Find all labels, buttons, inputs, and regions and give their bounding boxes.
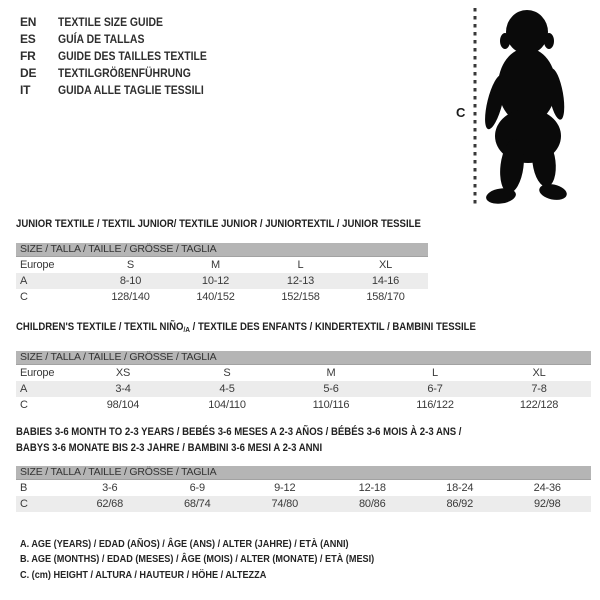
size-header-bar: SIZE / TALLA / TAILLE / GRÖSSE / TAGLIA: [16, 466, 591, 480]
legend-footnotes: [20, 537, 427, 583]
language-label: TEXTILGRÖßENFÜHRUNG: [58, 65, 191, 80]
size-header-bar: SIZE / TALLA / TAILLE / GRÖSSE / TAGLIA: [16, 351, 591, 365]
size-cell: S: [223, 367, 231, 379]
table-row-age: [16, 381, 591, 397]
height-measure-label: C: [456, 105, 466, 120]
table-row-height: [16, 289, 428, 305]
footnote-age-years: A. AGE (YEARS) / EDAD (AÑOS) / ÂGE (ANS) / ALTER (JAHRE) / ETÀ (ANNI): [20, 538, 349, 550]
height-cell: 92/98: [533, 498, 561, 510]
language-code: EN: [20, 14, 37, 29]
height-cell: 74/80: [271, 498, 299, 510]
height-cell: 116/122: [416, 399, 454, 411]
months-cell: 3-6: [102, 482, 118, 494]
language-list: [20, 13, 229, 98]
size-cell: M: [326, 367, 336, 379]
table-row-europe: [16, 257, 428, 273]
months-cell: 9-12: [274, 482, 296, 494]
age-cell: 8-10: [119, 275, 142, 287]
size-cell: S: [126, 259, 135, 271]
row-label: C: [20, 399, 28, 411]
language-label: GUÍA DE TALLAS: [58, 31, 145, 46]
age-cell: 12-13: [286, 275, 315, 287]
age-cell: 4-5: [219, 383, 235, 395]
row-label: C: [20, 498, 28, 510]
toddler-silhouette-icon: [482, 10, 574, 208]
language-code: ES: [20, 31, 36, 46]
title-subscript: /A: [183, 325, 190, 334]
language-row-it: [20, 81, 229, 98]
junior-textile-table: [16, 218, 428, 305]
size-cell: XL: [378, 259, 393, 271]
table-row-height: [16, 496, 591, 512]
language-code: FR: [20, 48, 36, 63]
row-label: Europe: [20, 367, 55, 379]
age-cell: 5-6: [323, 383, 339, 395]
row-label: Europe: [20, 259, 55, 271]
size-cell: XS: [115, 367, 131, 379]
months-cell: 18-24: [446, 482, 474, 494]
height-cell: 158/170: [366, 291, 405, 303]
row-label: A: [20, 383, 28, 395]
months-cell: 24-36: [533, 482, 561, 494]
height-cell: 128/140: [111, 291, 150, 303]
size-cell: L: [297, 259, 304, 271]
language-row-fr: [20, 47, 229, 64]
height-cell: 68/74: [183, 498, 211, 510]
table-title: BABIES 3-6 MONTH TO 2-3 YEARS / BEBÉS 3-6 MESES A 2-3 AÑOS / BÉBÉS 3-6 MOIS À 2-3 ANS / BABYS 3-6 MONATE BIS 2-3 JAHRE / BAMBINI 3-6 MESI A 2-3 ANNI: [16, 426, 462, 454]
months-cell: 6-9: [189, 482, 205, 494]
age-cell: 10-12: [201, 275, 230, 287]
height-cell: 98/104: [106, 399, 140, 411]
babies-textile-table: [16, 425, 591, 512]
age-cell: 14-16: [371, 275, 400, 287]
height-cell: 104/110: [208, 399, 246, 411]
table-row-height: [16, 397, 591, 413]
size-header-bar: SIZE / TALLA / TAILLE / GRÖSSE / TAGLIA: [16, 243, 428, 257]
language-row-en: [20, 13, 229, 30]
language-code: DE: [20, 65, 37, 80]
age-cell: 6-7: [427, 383, 443, 395]
size-cell: M: [211, 259, 220, 271]
height-cell: 86/92: [446, 498, 474, 510]
row-label: A: [20, 275, 28, 287]
age-cell: 7-8: [531, 383, 547, 395]
language-code: IT: [20, 82, 31, 97]
language-label: GUIDE DES TAILLES TEXTILE: [58, 48, 207, 63]
table-row-months: [16, 480, 591, 496]
height-cell: 152/158: [281, 291, 320, 303]
size-cell: XL: [532, 367, 546, 379]
footnote-height: C. (cm) HEIGHT / ALTURA / HAUTEUR / HÖHE / ALTEZZA: [20, 568, 267, 581]
table-title: CHILDREN'S TEXTILE / TEXTIL NIÑO/A / TEXTILE DES ENFANTS / KINDERTEXTIL / BAMBINI TESSILE: [16, 321, 476, 334]
language-row-de: [20, 64, 229, 81]
height-cell: 80/86: [358, 498, 386, 510]
language-label: TEXTILE SIZE GUIDE: [58, 14, 163, 29]
table-row-age: [16, 273, 428, 289]
height-dashed-line-icon: [473, 8, 477, 206]
height-cell: 140/152: [196, 291, 235, 303]
childrens-textile-table: [16, 321, 591, 413]
age-cell: 3-4: [115, 383, 131, 395]
language-row-es: [20, 30, 229, 47]
row-label: B: [20, 482, 28, 494]
language-label: GUIDA ALLE TAGLIE TESSILI: [58, 82, 204, 97]
table-row-europe: [16, 365, 591, 381]
table-title: JUNIOR TEXTILE / TEXTIL JUNIOR/ TEXTILE JUNIOR / JUNIORTEXTIL / JUNIOR TESSILE: [16, 218, 421, 230]
height-cell: 62/68: [96, 498, 124, 510]
months-cell: 12-18: [358, 482, 386, 494]
height-cell: 110/116: [312, 399, 350, 411]
height-cell: 122/128: [519, 399, 559, 411]
row-label: C: [20, 291, 28, 303]
size-cell: L: [432, 367, 438, 379]
footnote-age-months: B. AGE (MONTHS) / EDAD (MESES) / ÂGE (MOIS) / ALTER (MONATE) / ETÀ (MESI): [20, 553, 375, 566]
